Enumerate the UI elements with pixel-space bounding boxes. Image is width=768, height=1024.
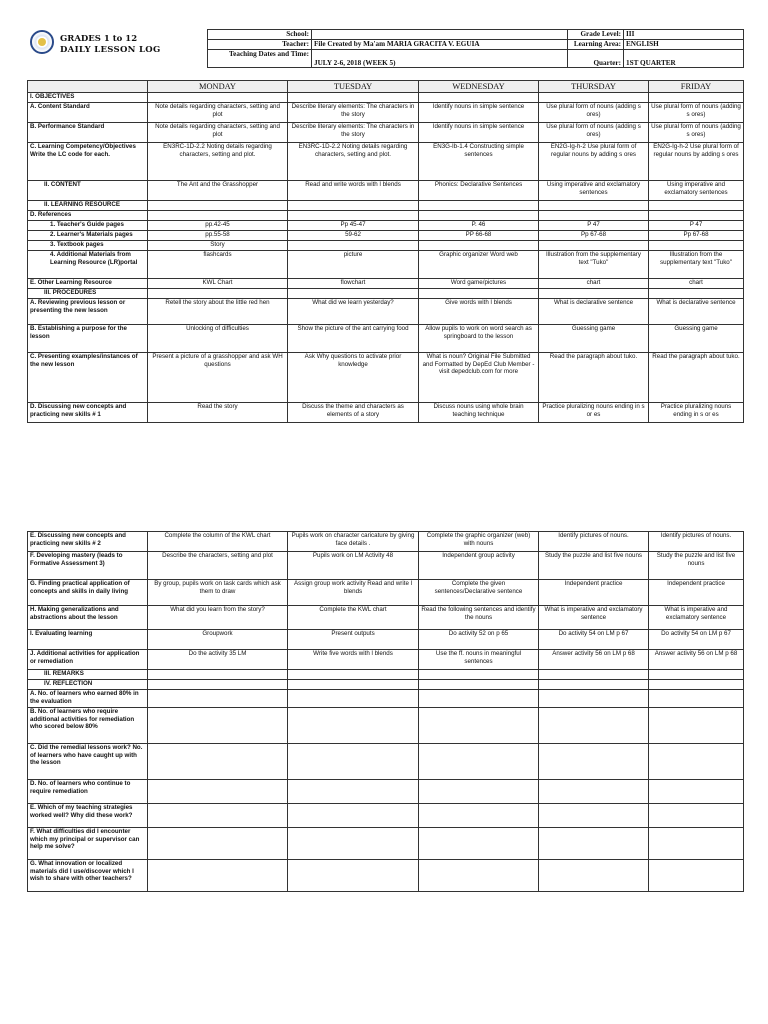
row-label: I. Evaluating learning bbox=[28, 630, 148, 650]
cell-thursday: Use plural form of nouns (adding s ores) bbox=[539, 103, 649, 123]
cell-tuesday bbox=[288, 670, 419, 680]
cell-thursday: Guessing game bbox=[539, 325, 649, 353]
cell-thursday bbox=[539, 670, 649, 680]
cell-tuesday: Read and write words with l blends bbox=[288, 181, 419, 201]
cell-wednesday bbox=[419, 289, 539, 299]
cell-wednesday: Allow pupils to work on word search as springboard to the lesson bbox=[419, 325, 539, 353]
row-label: A. No. of learners who earned 80% in the evaluation bbox=[28, 690, 148, 708]
cell-thursday: Pp 67-68 bbox=[539, 231, 649, 241]
cell-tuesday bbox=[288, 680, 419, 690]
day-header-thursday: THURSDAY bbox=[539, 81, 649, 93]
cell-friday: Independent practice bbox=[649, 580, 744, 606]
cell-friday: chart bbox=[649, 279, 744, 289]
cell-wednesday bbox=[419, 744, 539, 780]
cell-friday bbox=[649, 680, 744, 690]
grade-level-value: III bbox=[624, 30, 744, 40]
cell-thursday: Do activity 54 on LM p 67 bbox=[539, 630, 649, 650]
teacher-value: File Created by Ma'am MARIA GRACITA V. EGUIA bbox=[312, 40, 568, 50]
table-row bbox=[28, 630, 744, 650]
row-label: D. Discussing new concepts and practicing new skills # 1 bbox=[28, 403, 148, 423]
cell-monday bbox=[148, 211, 288, 221]
cell-friday bbox=[649, 828, 744, 860]
cell-tuesday: picture bbox=[288, 251, 419, 279]
cell-tuesday bbox=[288, 201, 419, 211]
deped-seal-icon bbox=[30, 30, 54, 54]
table-row bbox=[28, 606, 744, 630]
row-label: 3. Textbook pages bbox=[28, 241, 148, 251]
cell-tuesday bbox=[288, 289, 419, 299]
cell-monday: Unlocking of difficulties bbox=[148, 325, 288, 353]
cell-friday bbox=[649, 241, 744, 251]
cell-thursday: P 47 bbox=[539, 221, 649, 231]
table-row bbox=[28, 201, 744, 211]
table-row bbox=[28, 860, 744, 892]
day-header-tuesday: TUESDAY bbox=[288, 81, 419, 93]
day-header-friday: FRIDAY bbox=[649, 81, 744, 93]
cell-thursday bbox=[539, 680, 649, 690]
cell-monday: pp.55-58 bbox=[148, 231, 288, 241]
cell-monday: pp.42-45 bbox=[148, 221, 288, 231]
learning-area-label: Learning Area: bbox=[568, 40, 624, 50]
cell-wednesday: PP 66-68 bbox=[419, 231, 539, 241]
table-row bbox=[28, 181, 744, 201]
cell-tuesday bbox=[288, 690, 419, 708]
table-row bbox=[28, 251, 744, 279]
row-label: J. Additional activities for application or remediation bbox=[28, 650, 148, 670]
row-label: A. Content Standard bbox=[28, 103, 148, 123]
table-row bbox=[28, 670, 744, 680]
cell-friday bbox=[649, 804, 744, 828]
cell-friday bbox=[649, 211, 744, 221]
cell-monday bbox=[148, 780, 288, 804]
cell-friday: Using imperative and exclamatory sentences bbox=[649, 181, 744, 201]
table-row bbox=[28, 353, 744, 403]
cell-wednesday: Graphic organizer Word web bbox=[419, 251, 539, 279]
row-label: A. Reviewing previous lesson or presenting the new lesson bbox=[28, 299, 148, 325]
cell-thursday bbox=[539, 828, 649, 860]
row-label: B. No. of learners who require additional activities for remediation who scored below 80% bbox=[28, 708, 148, 744]
cell-friday: Read the paragraph about tuko. bbox=[649, 353, 744, 403]
cell-tuesday: Assign group work activity Read and write l blends bbox=[288, 580, 419, 606]
row-label: 4. Additional Materials from Learning Resource (LR)portal bbox=[28, 251, 148, 279]
cell-wednesday bbox=[419, 201, 539, 211]
row-label: II. LEARNING RESOURCE bbox=[28, 201, 148, 211]
table-row bbox=[28, 403, 744, 423]
teacher-label: Teacher: bbox=[208, 40, 312, 50]
cell-friday: Identify pictures of nouns. bbox=[649, 532, 744, 552]
row-label: E. Discussing new concepts and practicing new skills # 2 bbox=[28, 532, 148, 552]
cell-tuesday bbox=[288, 860, 419, 892]
cell-monday bbox=[148, 670, 288, 680]
cell-thursday: What is imperative and exclamatory sentence bbox=[539, 606, 649, 630]
cell-wednesday: Identify nouns in simple sentence bbox=[419, 123, 539, 143]
table-row bbox=[28, 143, 744, 181]
cell-wednesday bbox=[419, 241, 539, 251]
cell-tuesday bbox=[288, 93, 419, 103]
cell-monday: Note details regarding characters, setting and plot bbox=[148, 123, 288, 143]
table-row bbox=[28, 241, 744, 251]
cell-wednesday: Complete the given sentences/Declarative sentence bbox=[419, 580, 539, 606]
day-header-row bbox=[28, 81, 744, 93]
cell-thursday: EN2G-Ig-h-2 Use plural form of regular nouns by adding s ores bbox=[539, 143, 649, 181]
cell-friday: What is declarative sentence bbox=[649, 299, 744, 325]
cell-thursday bbox=[539, 241, 649, 251]
cell-wednesday: Discuss nouns using whole brain teaching technique bbox=[419, 403, 539, 423]
cell-wednesday: Identify nouns in simple sentence bbox=[419, 103, 539, 123]
row-label: C. Presenting examples/instances of the new lesson bbox=[28, 353, 148, 403]
teaching-dates-value: JULY 2-6, 2018 (WEEK 5) bbox=[312, 50, 568, 68]
cell-wednesday: Complete the graphic organizer (web) with nouns bbox=[419, 532, 539, 552]
cell-tuesday: Discuss the theme and characters as elements of a story bbox=[288, 403, 419, 423]
cell-friday: EN2G-Ig-h-2 Use plural form of regular nouns by adding s ores bbox=[649, 143, 744, 181]
cell-wednesday bbox=[419, 670, 539, 680]
cell-thursday bbox=[539, 860, 649, 892]
cell-monday: Read the story bbox=[148, 403, 288, 423]
day-header-monday: MONDAY bbox=[148, 81, 288, 93]
row-label: E. Which of my teaching strategies worked well? Why did these work? bbox=[28, 804, 148, 828]
cell-thursday: Answer activity 56 on LM p 68 bbox=[539, 650, 649, 670]
table-row bbox=[28, 103, 744, 123]
cell-wednesday bbox=[419, 708, 539, 744]
table-row bbox=[28, 532, 744, 552]
cell-tuesday bbox=[288, 828, 419, 860]
quarter-value: 1ST QUARTER bbox=[624, 50, 744, 68]
table-row bbox=[28, 221, 744, 231]
grade-level-label: Grade Level: bbox=[568, 30, 624, 40]
row-label: B. Establishing a purpose for the lesson bbox=[28, 325, 148, 353]
cell-tuesday: Show the picture of the ant carrying food bbox=[288, 325, 419, 353]
table-row bbox=[28, 580, 744, 606]
cell-thursday: Identify pictures of nouns. bbox=[539, 532, 649, 552]
cell-tuesday: EN3RC-1D-2.2 Noting details regarding characters, setting and plot. bbox=[288, 143, 419, 181]
cell-friday bbox=[649, 860, 744, 892]
table-row bbox=[28, 123, 744, 143]
cell-wednesday: Independent group activity bbox=[419, 552, 539, 580]
cell-tuesday: Pupils work on character caricature by giving face details . bbox=[288, 532, 419, 552]
row-label: E. Other Learning Resource bbox=[28, 279, 148, 289]
lesson-log-table-part2 bbox=[27, 531, 744, 892]
cell-wednesday: What is noun? Original File Submitted and Formatted by DepEd Club Member - visit depedclub.com for more bbox=[419, 353, 539, 403]
cell-wednesday: Phonics: Declarative Sentences bbox=[419, 181, 539, 201]
logo-subtitle: DAILY LESSON LOG bbox=[60, 45, 161, 55]
row-label: 2. Learner's Materials pages bbox=[28, 231, 148, 241]
table-row bbox=[28, 211, 744, 221]
lesson-log-table-part1 bbox=[27, 80, 744, 423]
cell-monday: Groupwork bbox=[148, 630, 288, 650]
cell-wednesday: EN3G-Ib-1.4 Constructing simple sentences bbox=[419, 143, 539, 181]
cell-tuesday: Describe literary elements: The characters in the story bbox=[288, 103, 419, 123]
cell-tuesday: Write five words with l blends bbox=[288, 650, 419, 670]
cell-tuesday: Pupils work on LM Activity 48 bbox=[288, 552, 419, 580]
cell-friday: Study the puzzle and list five nouns bbox=[649, 552, 744, 580]
cell-tuesday: 59-62 bbox=[288, 231, 419, 241]
cell-monday bbox=[148, 680, 288, 690]
cell-thursday: Use plural form of nouns (adding s ores) bbox=[539, 123, 649, 143]
cell-monday bbox=[148, 828, 288, 860]
row-label: IV. REFLECTION bbox=[28, 680, 148, 690]
table-row bbox=[28, 93, 744, 103]
cell-friday bbox=[649, 744, 744, 780]
table-row bbox=[28, 804, 744, 828]
school-value bbox=[312, 30, 568, 40]
cell-tuesday: flowchart bbox=[288, 279, 419, 289]
cell-monday bbox=[148, 289, 288, 299]
table-row bbox=[28, 690, 744, 708]
learning-area-value: ENGLISH bbox=[624, 40, 744, 50]
row-label: C. Did the remedial lessons work? No. of learners who have caught up with the lesson bbox=[28, 744, 148, 780]
cell-wednesday bbox=[419, 860, 539, 892]
cell-thursday: Practice pluralizing nouns ending in s or es bbox=[539, 403, 649, 423]
cell-thursday bbox=[539, 708, 649, 744]
table-row bbox=[28, 780, 744, 804]
cell-friday: Pp 67-68 bbox=[649, 231, 744, 241]
cell-monday: Do the activity 35 LM bbox=[148, 650, 288, 670]
table-row bbox=[28, 552, 744, 580]
cell-tuesday bbox=[288, 744, 419, 780]
row-label: III. REMARKS bbox=[28, 670, 148, 680]
cell-friday: Do activity 54 on LM p 67 bbox=[649, 630, 744, 650]
cell-friday: Answer activity 56 on LM p 68 bbox=[649, 650, 744, 670]
row-label: G. What innovation or localized materials did I use/discover which I wish to share with other teachers? bbox=[28, 860, 148, 892]
cell-monday bbox=[148, 860, 288, 892]
cell-wednesday bbox=[419, 828, 539, 860]
cell-monday bbox=[148, 708, 288, 744]
cell-thursday bbox=[539, 744, 649, 780]
cell-friday: Illustration from the supplementary text "Tuko" bbox=[649, 251, 744, 279]
cell-monday bbox=[148, 804, 288, 828]
table-row bbox=[28, 325, 744, 353]
cell-monday: EN3RC-1D-2.2 Noting details regarding characters, setting and plot. bbox=[148, 143, 288, 181]
cell-friday: Guessing game bbox=[649, 325, 744, 353]
row-label: I. OBJECTIVES bbox=[28, 93, 148, 103]
cell-friday: P 47 bbox=[649, 221, 744, 231]
cell-monday: Retell the story about the little red hen bbox=[148, 299, 288, 325]
cell-wednesday bbox=[419, 780, 539, 804]
row-label: C. Learning Competency/Objectives Write the LC code for each. bbox=[28, 143, 148, 181]
cell-monday: Complete the column of the KWL chart bbox=[148, 532, 288, 552]
cell-thursday bbox=[539, 690, 649, 708]
cell-friday bbox=[649, 708, 744, 744]
cell-friday bbox=[649, 93, 744, 103]
day-header-wednesday: WEDNESDAY bbox=[419, 81, 539, 93]
cell-monday: Story bbox=[148, 241, 288, 251]
cell-thursday: Study the puzzle and list five nouns bbox=[539, 552, 649, 580]
row-label: B. Performance Standard bbox=[28, 123, 148, 143]
cell-wednesday: P. 46 bbox=[419, 221, 539, 231]
cell-thursday bbox=[539, 780, 649, 804]
logo-title: GRADES 1 to 12 bbox=[60, 34, 138, 44]
cell-thursday bbox=[539, 211, 649, 221]
cell-monday bbox=[148, 93, 288, 103]
cell-monday: Describe the characters, setting and plot bbox=[148, 552, 288, 580]
cell-tuesday bbox=[288, 804, 419, 828]
table-row bbox=[28, 828, 744, 860]
cell-thursday: Read the paragraph about tuko. bbox=[539, 353, 649, 403]
cell-wednesday bbox=[419, 690, 539, 708]
header-info-table bbox=[207, 29, 744, 68]
row-label: III. PROCEDURES bbox=[28, 289, 148, 299]
cell-friday bbox=[649, 289, 744, 299]
cell-tuesday: Present outputs bbox=[288, 630, 419, 650]
cell-friday bbox=[649, 670, 744, 680]
cell-friday bbox=[649, 780, 744, 804]
school-label: School: bbox=[208, 30, 312, 40]
cell-tuesday: Complete the KWL chart bbox=[288, 606, 419, 630]
row-label: F. What difficulties did I encounter which my principal or supervisor can help me solve? bbox=[28, 828, 148, 860]
cell-monday: Present a picture of a grasshopper and ask WH questions bbox=[148, 353, 288, 403]
cell-monday bbox=[148, 744, 288, 780]
table-row bbox=[28, 744, 744, 780]
cell-wednesday: Do activity 52 on p 65 bbox=[419, 630, 539, 650]
cell-tuesday: What did we learn yesterday? bbox=[288, 299, 419, 325]
cell-monday: The Ant and the Grasshopper bbox=[148, 181, 288, 201]
cell-wednesday bbox=[419, 804, 539, 828]
cell-monday: KWL Chart bbox=[148, 279, 288, 289]
row-label: G. Finding practical application of concepts and skills in daily living bbox=[28, 580, 148, 606]
cell-wednesday: Read the following sentences and identify the nouns bbox=[419, 606, 539, 630]
cell-monday: By group, pupils work on task cards which ask them to draw bbox=[148, 580, 288, 606]
cell-thursday bbox=[539, 289, 649, 299]
cell-tuesday: Pp 45-47 bbox=[288, 221, 419, 231]
row-label: 1. Teacher's Guide pages bbox=[28, 221, 148, 231]
teaching-dates-label: Teaching Dates and Time: bbox=[208, 50, 312, 68]
cell-thursday bbox=[539, 93, 649, 103]
cell-friday bbox=[649, 690, 744, 708]
table-row bbox=[28, 279, 744, 289]
table-row bbox=[28, 299, 744, 325]
cell-wednesday bbox=[419, 93, 539, 103]
cell-monday bbox=[148, 690, 288, 708]
row-label: D. References bbox=[28, 211, 148, 221]
cell-friday bbox=[649, 201, 744, 211]
cell-tuesday bbox=[288, 708, 419, 744]
table-row bbox=[28, 231, 744, 241]
deped-logo-block bbox=[27, 29, 207, 71]
cell-monday bbox=[148, 201, 288, 211]
cell-thursday: What is declarative sentence bbox=[539, 299, 649, 325]
cell-monday: flashcards bbox=[148, 251, 288, 279]
cell-wednesday: Use the ff. nouns in meaningful sentences bbox=[419, 650, 539, 670]
cell-monday: Note details regarding characters, setting and plot bbox=[148, 103, 288, 123]
table-row bbox=[28, 708, 744, 744]
cell-wednesday bbox=[419, 211, 539, 221]
table-row bbox=[28, 650, 744, 670]
table-row bbox=[28, 289, 744, 299]
cell-friday: Use plural form of nouns (adding s ores) bbox=[649, 123, 744, 143]
cell-tuesday: Ask Why questions to activate prior knowledge bbox=[288, 353, 419, 403]
cell-monday: What did you learn from the story? bbox=[148, 606, 288, 630]
cell-thursday: chart bbox=[539, 279, 649, 289]
cell-thursday: Independent practice bbox=[539, 580, 649, 606]
row-label: F. Developing mastery (leads to Formative Assessment 3) bbox=[28, 552, 148, 580]
cell-thursday bbox=[539, 804, 649, 828]
cell-tuesday: Describe literary elements: The characters in the story bbox=[288, 123, 419, 143]
cell-thursday: Illustration from the supplementary text "Tuko" bbox=[539, 251, 649, 279]
row-label: D. No. of learners who continue to require remediation bbox=[28, 780, 148, 804]
quarter-label: Quarter: bbox=[568, 50, 624, 68]
cell-thursday bbox=[539, 201, 649, 211]
cell-tuesday bbox=[288, 780, 419, 804]
row-label: H. Making generalizations and abstractions about the lesson bbox=[28, 606, 148, 630]
cell-friday: Use plural form of nouns (adding s ores) bbox=[649, 103, 744, 123]
row-label: II. CONTENT bbox=[28, 181, 148, 201]
cell-friday: What is imperative and exclamatory sentence bbox=[649, 606, 744, 630]
day-header-blank bbox=[28, 81, 148, 93]
cell-wednesday: Word game/pictures bbox=[419, 279, 539, 289]
cell-wednesday: Give words with l blends bbox=[419, 299, 539, 325]
cell-tuesday bbox=[288, 211, 419, 221]
table-row bbox=[28, 680, 744, 690]
cell-tuesday bbox=[288, 241, 419, 251]
cell-thursday: Using imperative and exclamatory sentences bbox=[539, 181, 649, 201]
cell-friday: Practice pluralizing nouns ending in s or es bbox=[649, 403, 744, 423]
cell-wednesday bbox=[419, 680, 539, 690]
